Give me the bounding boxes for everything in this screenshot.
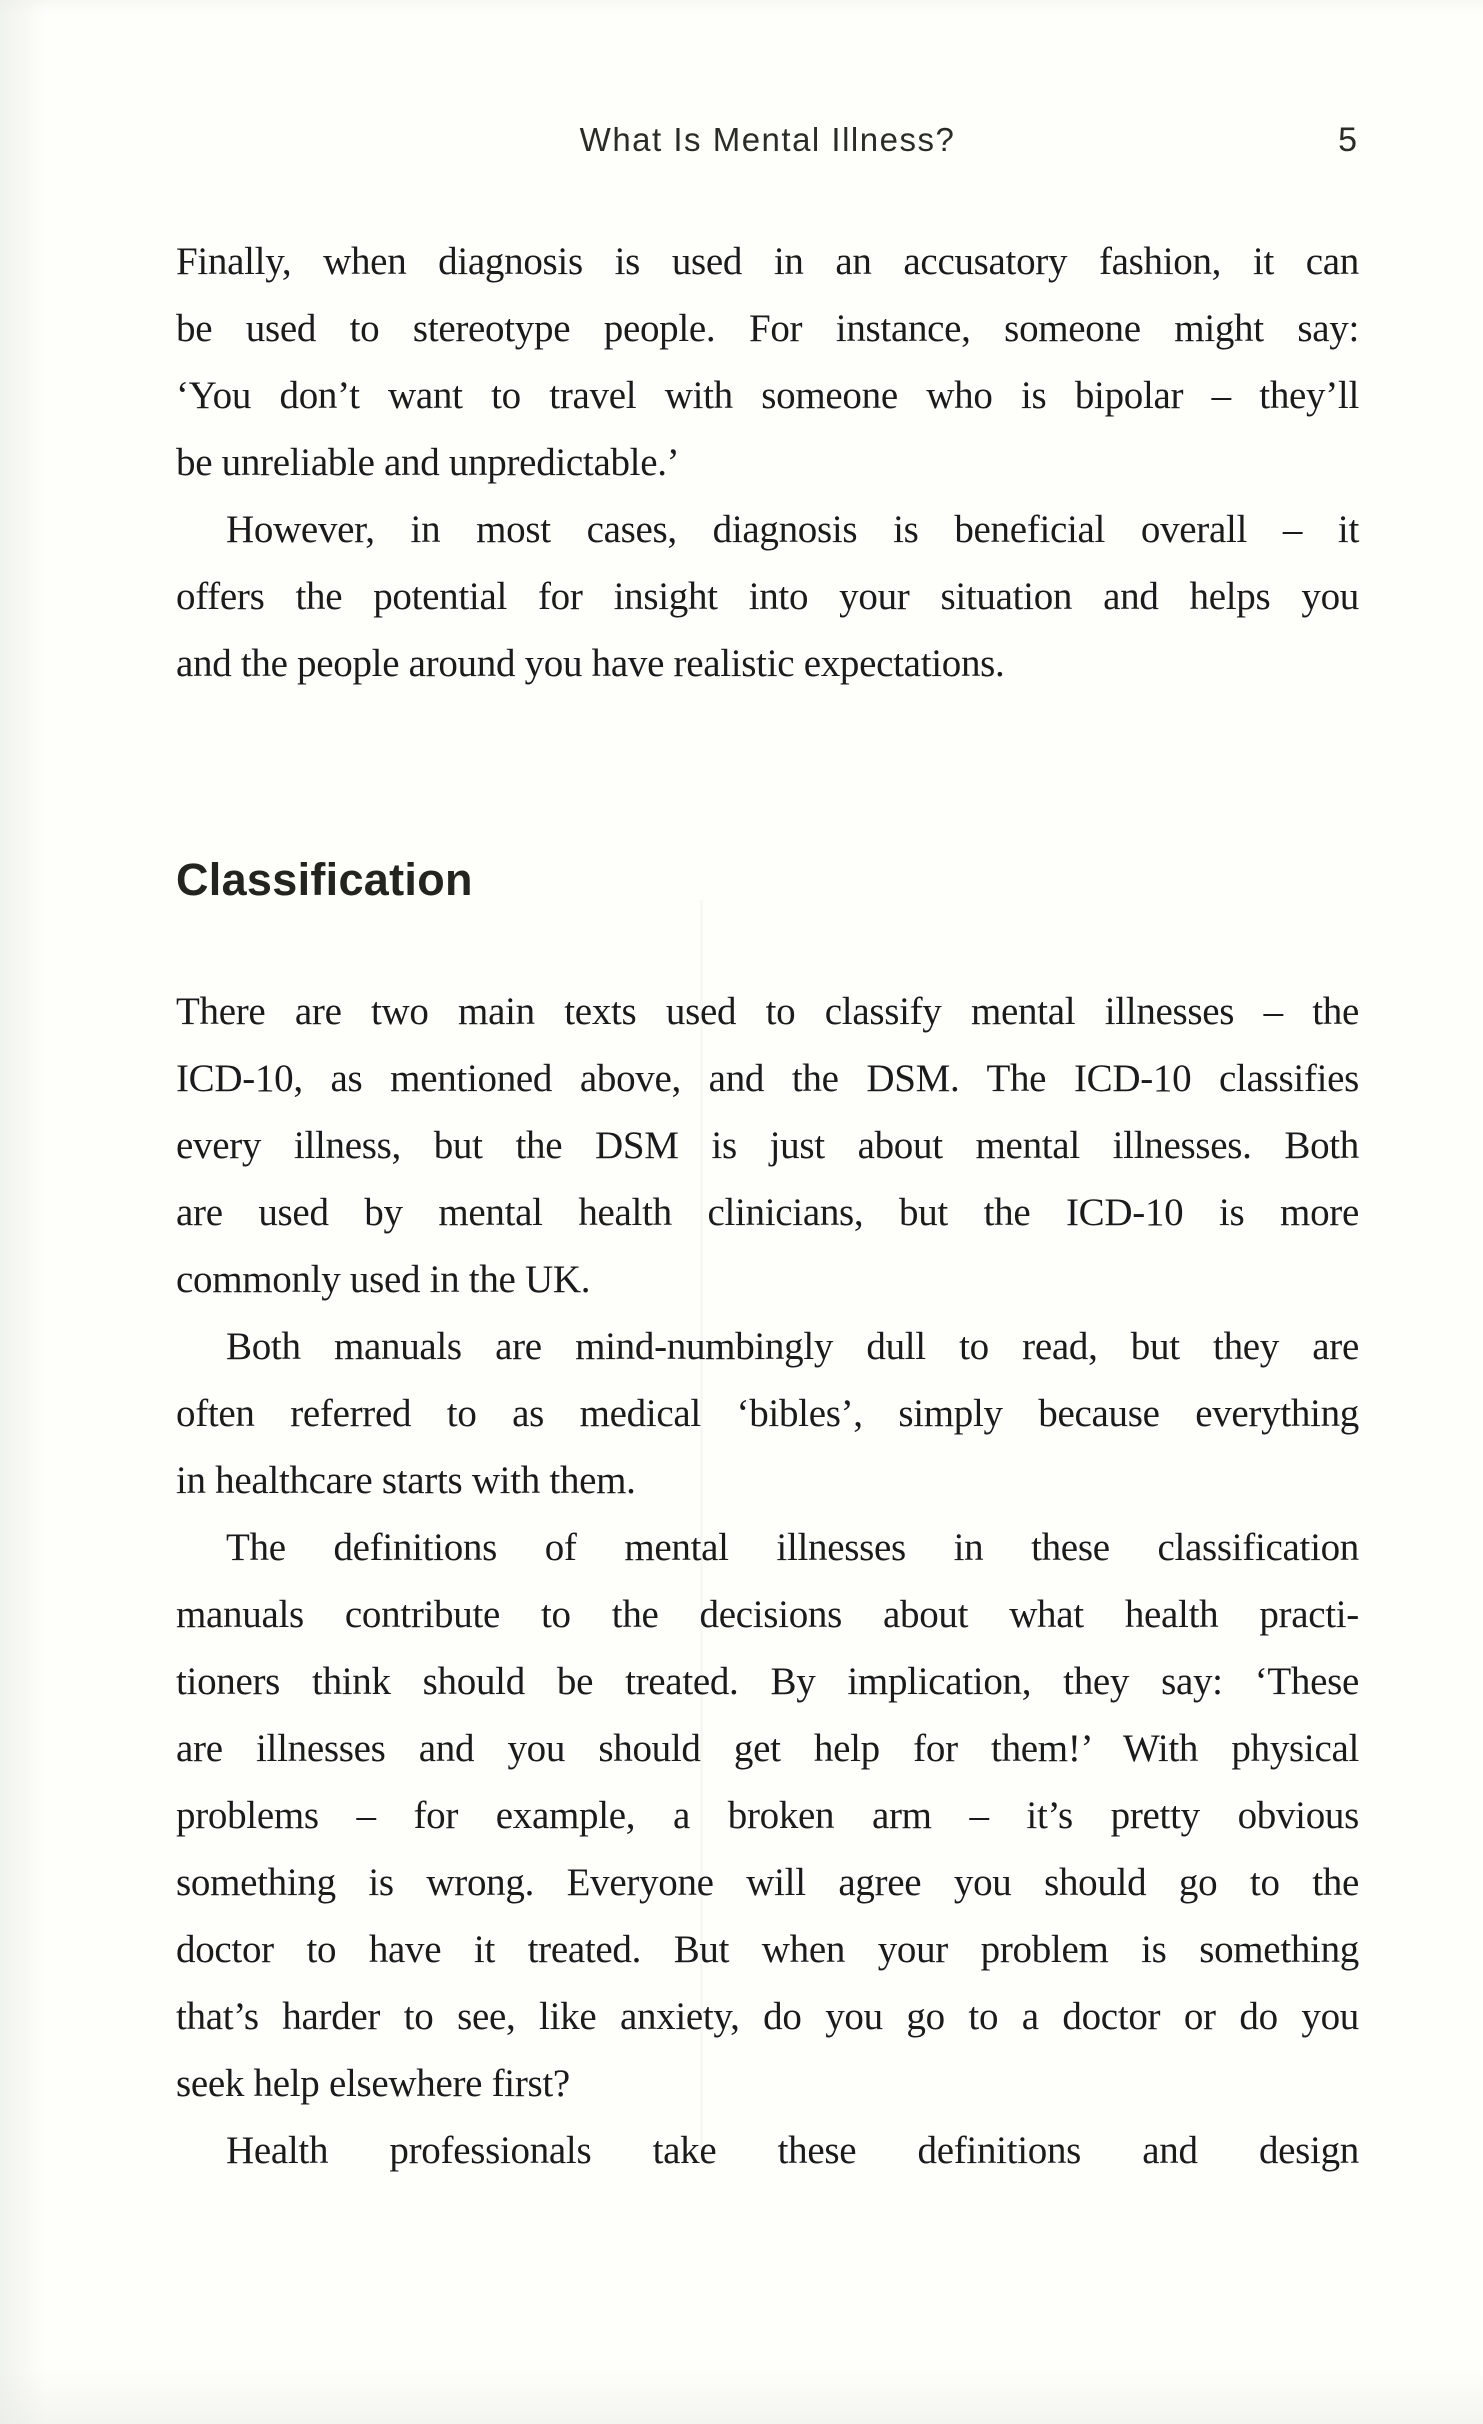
text-line: offers the potential for insight into your situation and helps you xyxy=(176,575,1359,618)
text-line: Health professionals take these definitions and design xyxy=(226,2129,1359,2172)
text-line: that’s harder to see, like anxiety, do you go to a doctor or do you xyxy=(176,1995,1359,2038)
text-line: However, in most cases, diagnosis is beneficial overall – it xyxy=(226,508,1359,551)
text-line: be unreliable and unpredictable.’ xyxy=(176,441,680,484)
text-line: doctor to have it treated. But when your problem is something xyxy=(176,1928,1359,1971)
text-line: tioners think should be treated. By implication, they say: ‘These xyxy=(176,1660,1359,1703)
text-line: are used by mental health clinicians, but the ICD-10 is more xyxy=(176,1191,1359,1234)
text-line: in healthcare starts with them. xyxy=(176,1459,636,1502)
paragraph xyxy=(176,1514,1359,2117)
running-header-title: What Is Mental Illness? xyxy=(579,121,956,158)
text-column xyxy=(176,0,1359,2184)
paragraph xyxy=(176,978,1359,1313)
paragraph xyxy=(176,1313,1359,1514)
text-line: often referred to as medical ‘bibles’, simply because everything xyxy=(176,1392,1359,1435)
text-line: seek help elsewhere first? xyxy=(176,2062,570,2105)
text-line: Both manuals are mind-numbingly dull to read, but they are xyxy=(226,1325,1359,1368)
text-line: and the people around you have realistic expectations. xyxy=(176,642,1005,685)
text-line: problems – for example, a broken arm – it’s pretty obvious xyxy=(176,1794,1359,1837)
paragraph xyxy=(176,2117,1359,2184)
text-line: every illness, but the DSM is just about mental illnesses. Both xyxy=(176,1124,1359,1167)
text-line: be used to stereotype people. For instance, someone might say: xyxy=(176,307,1359,350)
text-line: something is wrong. Everyone will agree you should go to the xyxy=(176,1861,1359,1904)
text-line: ICD-10, as mentioned above, and the DSM. The ICD-10 classifies xyxy=(176,1057,1359,1100)
body-text xyxy=(176,228,1359,2184)
page-number: 5 xyxy=(1338,121,1357,159)
running-header xyxy=(176,120,1359,160)
text-line: The definitions of mental illnesses in these classification xyxy=(226,1526,1359,1569)
text-line: manuals contribute to the decisions about what health practi- xyxy=(176,1593,1359,1636)
section-heading: Classification xyxy=(176,854,473,905)
text-line: commonly used in the UK. xyxy=(176,1258,591,1301)
text-line: are illnesses and you should get help for them!’ With physical xyxy=(176,1727,1359,1770)
text-line: There are two main texts used to classify mental illnesses – the xyxy=(176,990,1359,1033)
text-line: Finally, when diagnosis is used in an accusatory fashion, it can xyxy=(176,240,1359,283)
paragraph xyxy=(176,228,1359,496)
text-line: ‘You don’t want to travel with someone who is bipolar – they’ll xyxy=(176,374,1359,417)
paragraph xyxy=(176,496,1359,697)
